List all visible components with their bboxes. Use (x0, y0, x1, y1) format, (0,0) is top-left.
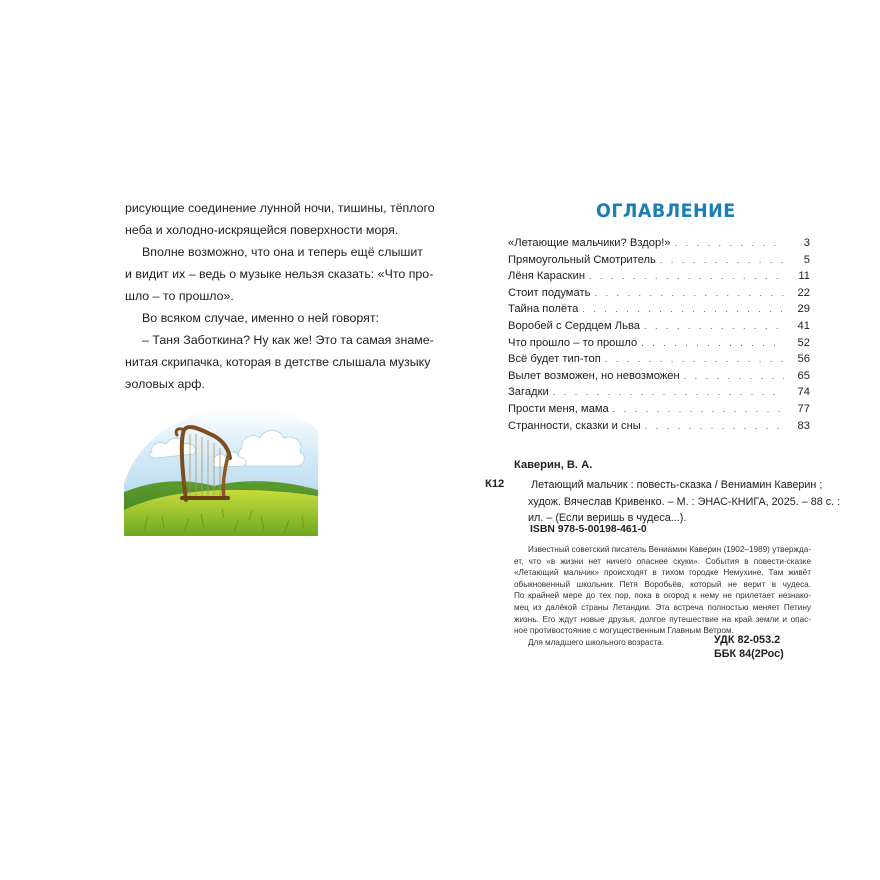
toc-entry-title: Прямоугольный Смотритель (508, 253, 656, 266)
toc-entry-title: Загадки (508, 386, 549, 399)
toc-entry-page: 3 (803, 237, 810, 249)
leader-dots (641, 335, 784, 352)
annotation-line: мец из далёкой страны Летандии. Эта встреча полностью меняет Петину (514, 602, 811, 612)
toc-entry-title: Прости меня, мама (508, 402, 609, 415)
toc-entry[interactable] (508, 301, 810, 318)
toc-entry-title: Странности, сказки и сны (508, 419, 641, 432)
text-line: Вполне возможно, что она и теперь ещё слышит (142, 245, 423, 259)
toc-entry[interactable] (508, 418, 810, 435)
paragraph (125, 307, 393, 329)
leader-dots (644, 318, 784, 335)
leader-dots (613, 401, 784, 418)
leader-dots (582, 301, 784, 318)
text-line: Во всяком случае, именно о ней говорят: (142, 311, 379, 325)
toc-entry-title: Вылет возможен, но невозможен (508, 369, 680, 382)
toc-entry-title: Что прошло – то прошло (508, 336, 638, 349)
annotation-line: По крайней мере до тех пор, пока в огород к нему не прилетает незнако- (514, 591, 811, 601)
isbn: ISBN 978-5-00198-461-0 (530, 524, 647, 535)
leader-dots (660, 252, 784, 269)
harp-on-hill-illustration (124, 400, 318, 536)
paragraph (125, 329, 434, 395)
paragraph (125, 197, 435, 241)
toc-entry-page: 11 (798, 270, 810, 283)
story-text (125, 197, 435, 395)
toc-entry-title: Тайна полёта (508, 303, 579, 316)
toc-entry[interactable] (508, 235, 810, 252)
toc-entry-title: Лёня Караскин (508, 270, 586, 283)
toc-heading: ОГЛАВЛЕНИЕ (596, 200, 736, 222)
leader-dots (553, 384, 784, 401)
annotation-line: жизнь. Его ждут новые друзья, долгое путешествие на край земли и опас- (514, 614, 811, 624)
annotation-line: ное противостояние с могущественным Главным Ветром. (514, 626, 734, 636)
toc-entry-page: 65 (797, 369, 810, 382)
text-line: нитая скрипачка, которая в детстве слышала музыку (125, 355, 431, 369)
toc-entry-title: Всё будет тип-топ (508, 353, 601, 366)
toc-entry-page: 41 (797, 319, 810, 332)
toc-entry[interactable] (508, 384, 810, 401)
table-of-contents (508, 235, 810, 434)
toc-entry-page: 56 (797, 353, 810, 366)
toc-entry-title: Стоит подумать (508, 286, 591, 299)
age-note: Для младшего школьного возраста. (528, 637, 665, 647)
toc-entry[interactable] (508, 335, 810, 352)
leader-dots (594, 285, 784, 302)
toc-entry-page: 74 (797, 386, 810, 399)
leader-dots (605, 351, 784, 368)
leader-dots (589, 268, 784, 285)
toc-entry[interactable] (508, 318, 810, 335)
leader-dots (675, 235, 784, 252)
leader-dots (645, 418, 784, 435)
catalog-description (528, 477, 841, 527)
paragraph (125, 241, 434, 307)
text-line: неба и холодно-искрящейся поверхности моря. (125, 223, 399, 237)
catalog-line: Летающий мальчик : повесть-сказка / Вениамин Каверин ; (531, 479, 823, 491)
udk-code: УДК 82-053.2 (714, 634, 781, 646)
catalog-line: худож. Вячеслав Кривенко. – М. : ЭНАС-КНИГА, 2025. – 88 с. : (528, 495, 841, 508)
toc-entry[interactable] (508, 368, 810, 385)
toc-entry[interactable] (508, 285, 810, 302)
catalog-code: К12 (485, 478, 505, 490)
text-line: и видит их – ведь о музыке нельзя сказать: «Что про- (125, 267, 434, 281)
bbk-code: ББК 84(2Рос) (714, 648, 784, 660)
toc-entry[interactable] (508, 351, 810, 368)
toc-entry-page: 83 (797, 419, 810, 432)
toc-entry[interactable] (508, 268, 810, 285)
toc-entry-page: 77 (797, 402, 810, 415)
text-line: эоловых арф. (125, 377, 205, 391)
toc-entry-page: 29 (797, 303, 810, 316)
toc-entry-page: 5 (803, 253, 810, 266)
right-page (440, 0, 880, 880)
toc-entry-page: 22 (797, 286, 810, 299)
catalog-line: ил. – (Если веришь в чудеса...). (528, 512, 687, 525)
toc-entry-title: Воробей с Сердцем Льва (508, 319, 640, 332)
annotation-line: ет, что «в жизни нет ничего опаснее скуки». События в повести-сказке (514, 556, 811, 566)
annotation-line: обыкновенный школьник Петя Воробьёв, который не верит в чудеса. (514, 579, 811, 589)
annotation-line: Известный советский писатель Вениамин Каверин (1902–1989) утвержда- (528, 545, 811, 554)
text-line: шло – то прошло». (125, 289, 234, 303)
toc-entry-title: «Летающие мальчики? Вздор!» (508, 237, 671, 249)
toc-entry-page: 52 (797, 336, 810, 349)
leader-dots (684, 368, 784, 385)
annotation-line: «Летающий мальчик» происходят в тихом городке Немухине. Там живёт (514, 568, 811, 578)
catalog-author: Каверин, В. А. (514, 459, 593, 471)
toc-entry[interactable] (508, 401, 810, 418)
text-line: рисующие соединение лунной ночи, тишины, тёплого (125, 201, 435, 215)
text-line: – Таня Заботкина? Ну как же! Это та самая знаме- (142, 333, 434, 347)
book-annotation (514, 544, 811, 648)
toc-entry[interactable] (508, 252, 810, 269)
